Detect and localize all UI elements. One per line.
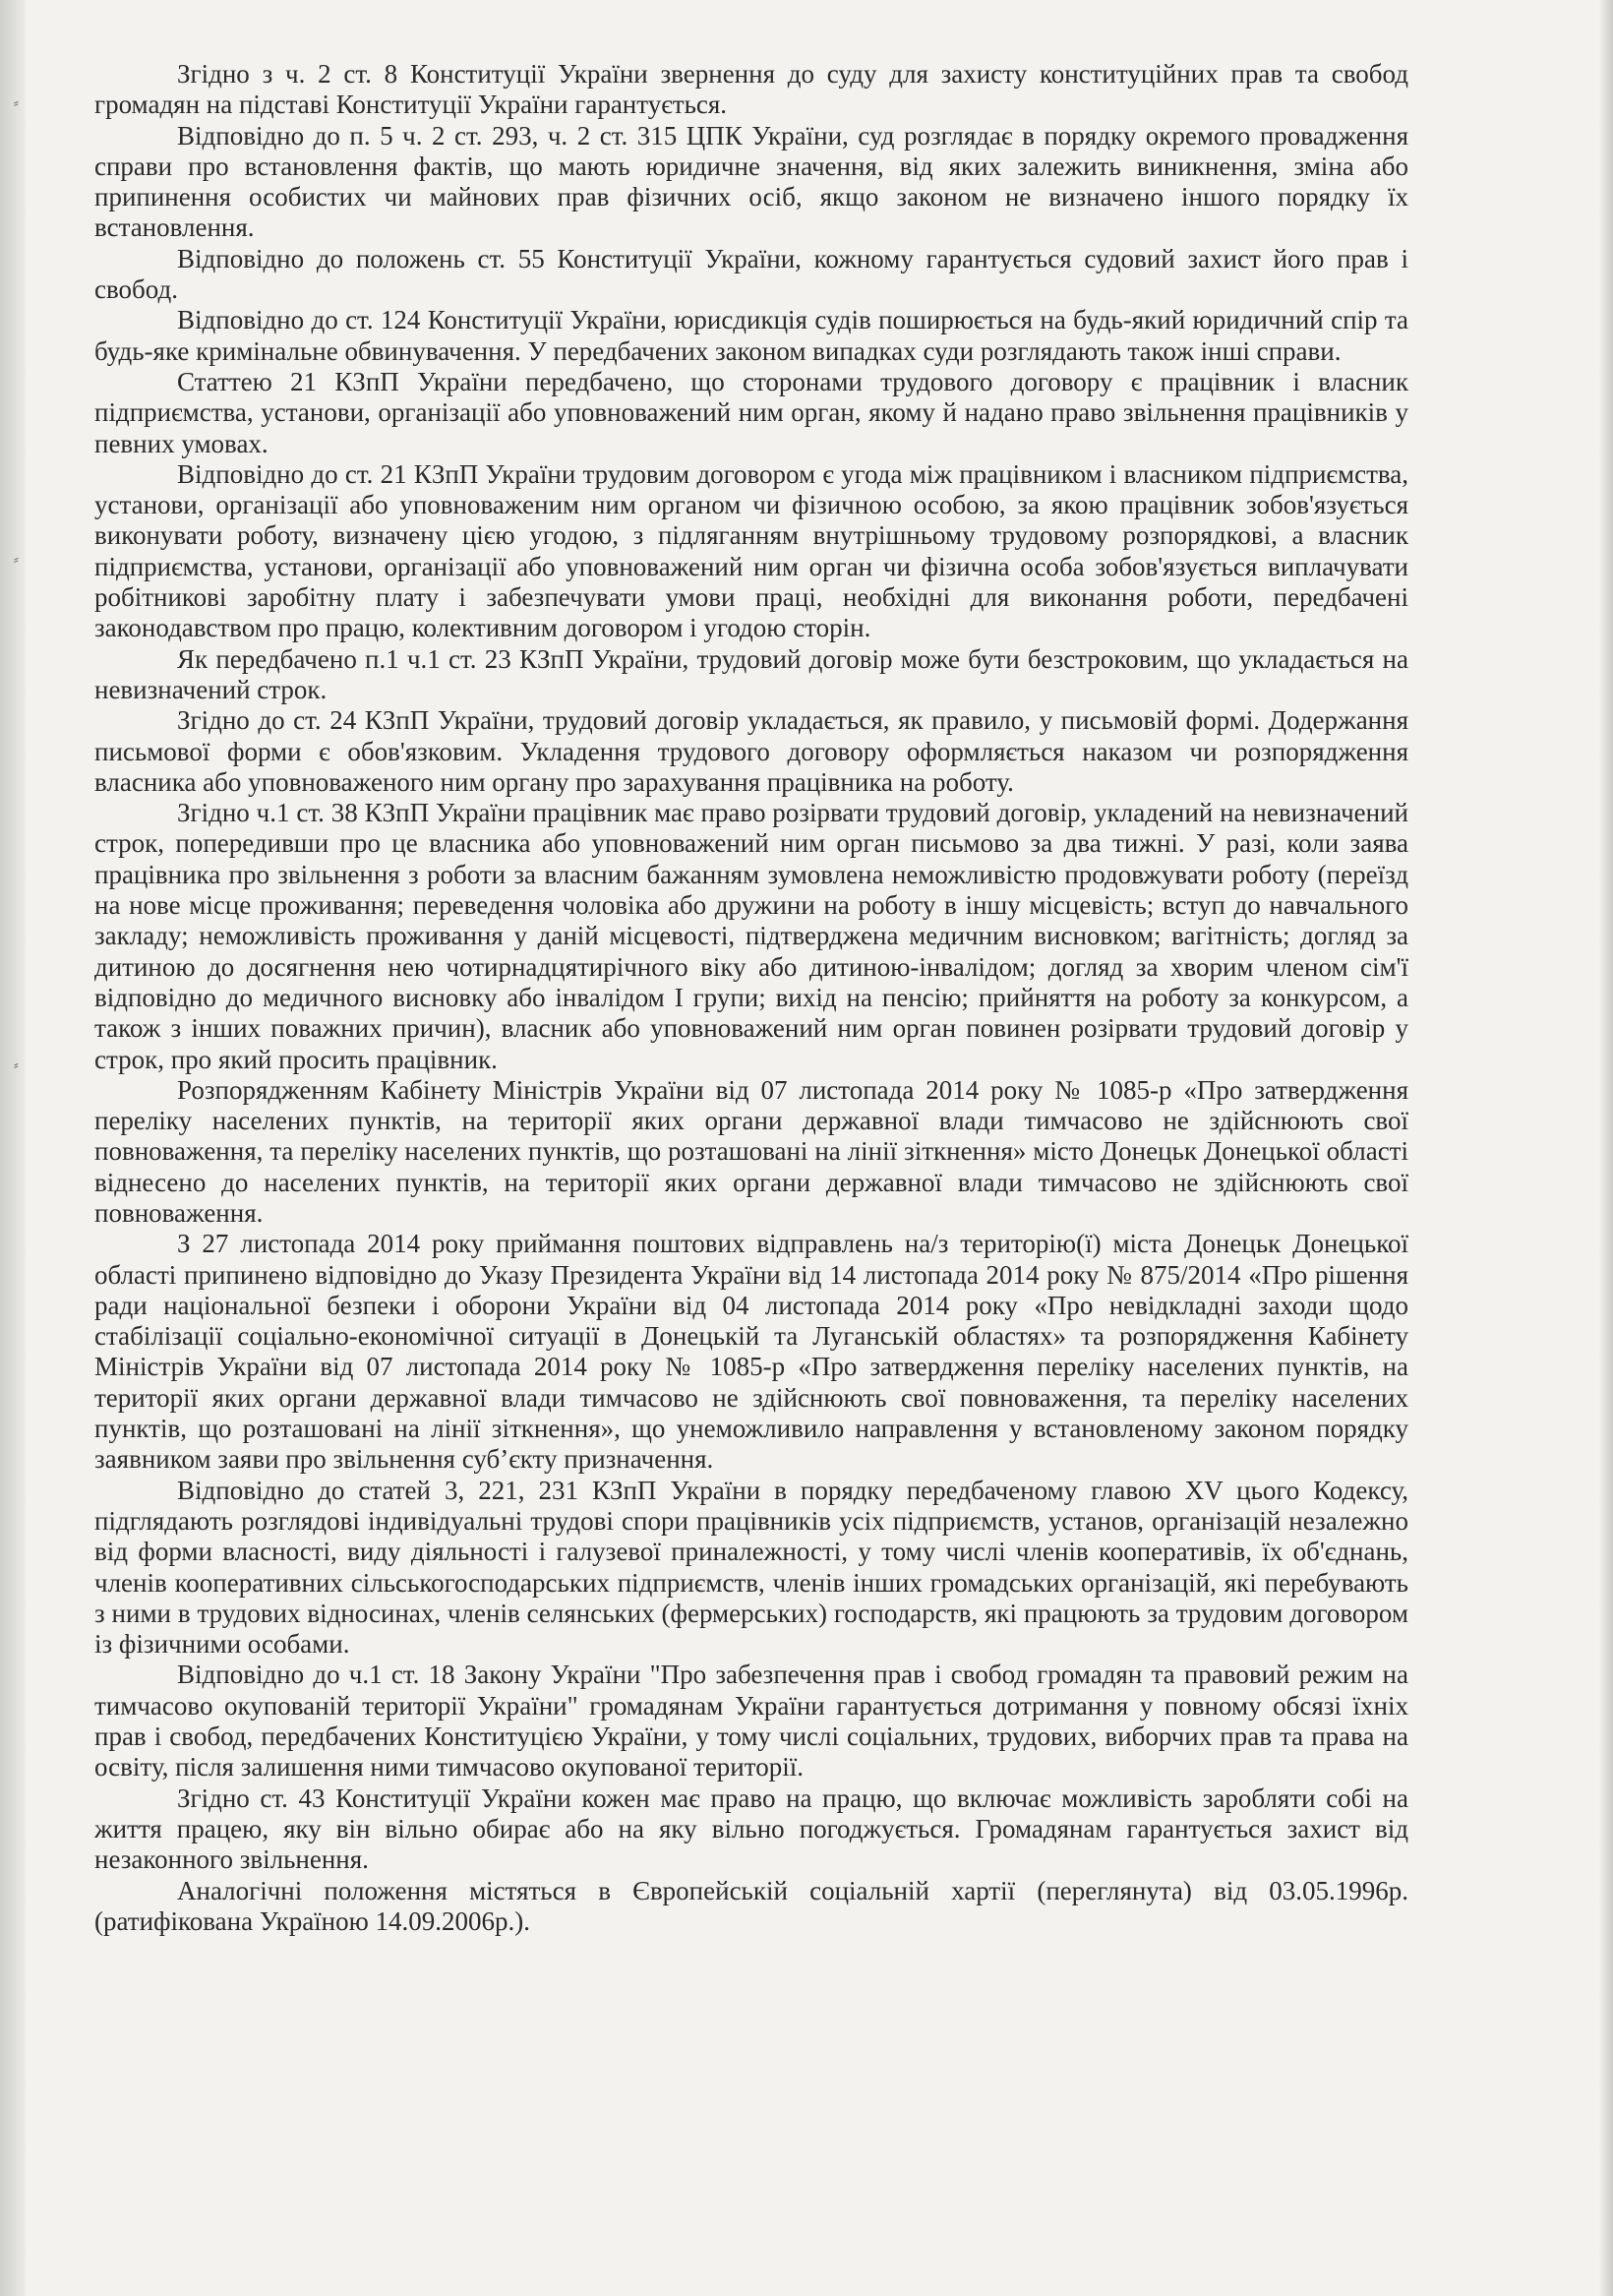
paragraph: Відповідно до п. 5 ч. 2 ст. 293, ч. 2 ст. 315 ЦПК України, суд розглядає в порядку окремого провадження справи про встановлення фактів, що мають юридичне значення, від яких залежить виникнення, зміна або припинення особистих чи майнових прав фізичних осіб, якщо законом не визначено іншого порядку їх встановлення.	[94, 120, 1408, 243]
paragraph: Згідно з ч. 2 ст. 8 Конституції України звернення до суду для захисту конституційних прав та свобод громадян на підставі Конституції України гарантується.	[94, 59, 1408, 120]
page-left-edge	[0, 0, 26, 2296]
punch-mark: ⸗	[14, 1057, 19, 1073]
paragraph: Аналогічні положення містяться в Європейській соціальній хартії (переглянута) від 03.05.1996р. (ратифікована Україною 14.09.2006р.).	[94, 1875, 1408, 1936]
paragraph: Як передбачено п.1 ч.1 ст. 23 КЗпП України, трудовий договір може бути безстроковим, що укладається на невизначений строк.	[94, 643, 1408, 704]
paragraph: Відповідно до ст. 21 КЗпП України трудовим договором є угода між працівником і власником підприємства, установи, організації або уповноваженим ним органом чи фізичною особою, за якою працівник зобов'язується виконувати роботу, визначену цією угодою, з підляганням внутрішньому трудовому розпорядкові, а власник підприємства, установи, організації або уповноважений ним орган чи фізична особа зобов'язується виплачувати робітникові заробітну плату і забезпечувати умови праці, необхідні для виконання роботи, передбачені законодавством про працю, колективним договором і угодою сторін.	[94, 458, 1408, 643]
paragraph: Відповідно до статей 3, 221, 231 КЗпП України в порядку передбаченому главою XV цього Кодексу, підглядають розглядові індивідуальні трудові спори працівників усіх підприємств, установ, організацій незалежно від форми власності, виду діяльності і галузевої приналежності, у тому числі членів кооперативів, їх об'єднань, членів кооперативних сільськогосподарських підприємств, членів інших громадських організацій, які перебувають з ними в трудових відносинах, членів селянських (фермерських) господарств, які працюють за трудовим договором із фізичними особами.	[94, 1475, 1408, 1660]
paragraph: З 27 листопада 2014 року приймання поштових відправлень на/з територію(ї) міста Донецьк Донецької області припинено відповідно до Указу Президента України від 14 листопада 2014 року № 875/2014 «Про рішення ради національної безпеки і оборони України від 04 листопада 2014 року «Про невідкладні заходи щодо стабілізації соціально-економічної ситуації в Донецькій та Луганській областях» та розпорядження Кабінету Міністрів України від 07 листопада 2014 року № 1085-р «Про затвердження переліку населених пунктів, на території яких органи державної влади тимчасово не здійснюють свої повноваження, та переліку населених пунктів, що розташовані на лінії зіткнення», що унеможливило направлення у встановленому законом порядку заявником заяви про звільнення суб’єкту призначення.	[94, 1229, 1408, 1475]
punch-mark: ⸗	[14, 95, 19, 111]
paragraph: Згідно ст. 43 Конституції України кожен має право на працю, що включає можливість заробляти собі на життя працею, яку він вільно обирає або на яку вільно погоджується. Громадянам гарантується захист від незаконного звільнення.	[94, 1782, 1408, 1875]
paragraph: Згідно до ст. 24 КЗпП України, трудовий договір укладається, як правило, у письмовій формі. Додержання письмової форми є обов'язковим. Укладення трудового договору оформляється наказом чи розпорядження власника або уповноваженого ним органу про зарахування працівника на роботу.	[94, 705, 1408, 797]
paragraph: Відповідно до положень ст. 55 Конституції України, кожному гарантується судовий захист його прав і свобод.	[94, 243, 1408, 305]
paragraph: Статтею 21 КЗпП України передбачено, що сторонами трудового договору є працівник і власник підприємства, установи, організації або уповноважений ним орган, якому й надано право звільнення працівників у певних умовах.	[94, 366, 1408, 458]
paragraph: Відповідно до ст. 124 Конституції України, юрисдикція судів поширюється на будь-який юридичний спір та будь-яке кримінальне обвинувачення. У передбачених законом випадках суди розглядають також інші справи.	[94, 305, 1408, 366]
document-body	[94, 59, 1408, 1937]
punch-mark: ⸗	[14, 552, 19, 568]
paragraph: Згідно ч.1 ст. 38 КЗпП України працівник має право розірвати трудовий договір, укладений на невизначений строк, попередивши про це власника або уповноважений ним орган письмово за два тижні. У разі, коли заява працівника про звільнення з роботи за власним бажанням зумовлена неможливістю продовжувати роботу (переїзд на нове місце проживання; переведення чоловіка або дружини на роботу в іншу місцевість; вступ до навчального закладу; неможливість проживання у даній місцевості, підтверджена медичним висновком; вагітність; догляд за дитиною до досягнення нею чотирнадцятирічного віку або дитиною-інвалідом; догляд за хворим членом сім'ї відповідно до медичного висновку або інвалідом I групи; вихід на пенсію; прийняття на роботу за конкурсом, а також з інших поважних причин), власник або уповноважений ним орган повинен розірвати трудовий договір у строк, про який просить працівник.	[94, 798, 1408, 1074]
paragraph: Розпорядженням Кабінету Міністрів України від 07 листопада 2014 року № 1085-р «Про затвердження переліку населених пунктів, на території яких органи державної влади тимчасово не здійснюють свої повноваження, та переліку населених пунктів, що розташовані на лінії зіткнення» місто Донецьк Донецької області віднесено до населених пунктів, на території яких органи державної влади тимчасово не здійснюють свої повноваження.	[94, 1074, 1408, 1228]
paragraph: Відповідно до ч.1 ст. 18 Закону України "Про забезпечення прав і свобод громадян та правовий режим на тимчасово окупованій території України" громадянам України гарантується дотримання у повному обсязі їхніх прав і свобод, передбачених Конституцією України, у тому числі соціальних, трудових, виборчих прав та права на освіту, після залишення ними тимчасово окупованої території.	[94, 1660, 1408, 1782]
page-right-edge	[1599, 0, 1613, 2296]
